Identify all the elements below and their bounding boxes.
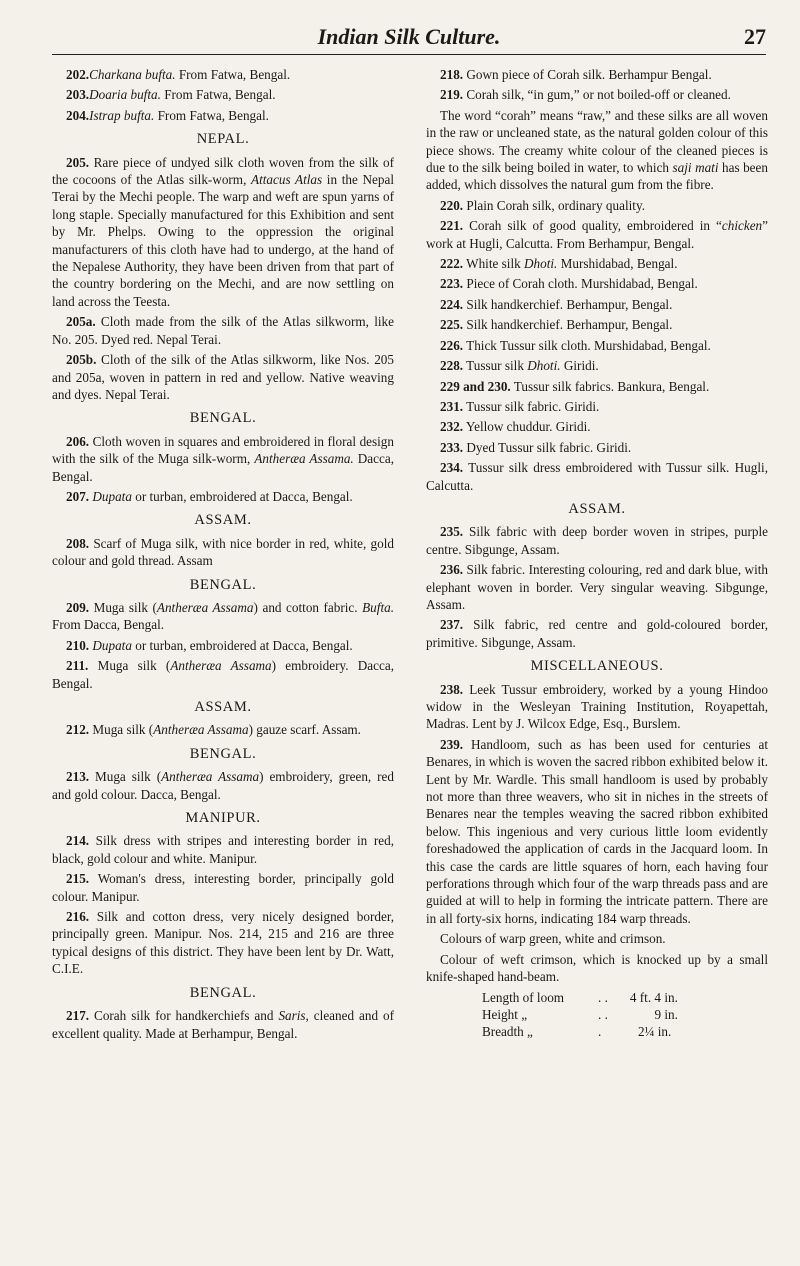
entry-number: 214. xyxy=(66,833,90,849)
entry-number: 229 and 230. xyxy=(440,378,511,394)
italic-text: Charkana bufta. xyxy=(89,67,176,82)
section-heading: NEPAL. xyxy=(196,131,250,148)
entry-text: Silk and cotton dress, very nicely designed border, principally green. Manipur. Nos. 214, 215 and 216 are three typical designs of this district. They have been lent by Dr. Watt, C.I.E. xyxy=(52,909,394,977)
catalogue-entry xyxy=(52,832,394,867)
catalogue-entry xyxy=(426,523,768,558)
entry-number: 215. xyxy=(66,871,90,887)
dimension-label: Length of loom xyxy=(482,989,565,1005)
entry-text: From Fatwa, Bengal. xyxy=(154,107,269,123)
catalogue-entry xyxy=(52,488,394,505)
entry-number: 228. xyxy=(440,358,464,374)
entry-text: Muga silk ( xyxy=(89,722,154,738)
entry-text: ) gauze scarf. Assam. xyxy=(248,722,361,738)
italic-text: Dupata xyxy=(92,637,132,653)
catalogue-entry xyxy=(52,768,394,803)
entry-number: 202. xyxy=(66,67,90,82)
catalogue-entry xyxy=(426,86,768,103)
catalogue-entry xyxy=(52,870,394,905)
entry-text: ) embroidery, green, red and gold colour. Dacca, Bengal. xyxy=(52,769,394,802)
catalogue-entry xyxy=(426,316,768,333)
section-heading: MANIPUR. xyxy=(185,810,261,827)
entry-text: Murshidabad, Bengal. xyxy=(557,256,678,272)
dimension-row xyxy=(482,1023,768,1040)
entry-number: 218. xyxy=(440,67,464,82)
italic-text: Antheræa Assama xyxy=(161,769,260,785)
entry-number: 231. xyxy=(440,398,464,414)
entry-number: 203. xyxy=(66,87,90,103)
catalogue-entry xyxy=(426,296,768,313)
entry-number: 225. xyxy=(440,317,464,333)
catalogue-entry xyxy=(52,599,394,634)
italic-text: Antheræa Assama xyxy=(156,599,254,615)
catalogue-entry xyxy=(426,398,768,415)
catalogue-entry xyxy=(426,681,768,733)
entry-text: Silk dress with stripes and interesting border in red, black, gold colour and white. Manipur. xyxy=(52,833,394,866)
entry-text: Silk fabric with deep border woven in stripes, purple centre. Sibgunge, Assam. xyxy=(426,524,768,557)
entry-text: Cloth woven in squares and embroidered in floral design with the silk of the Muga silk-worm, xyxy=(52,433,394,467)
entry-number: 239. xyxy=(440,736,464,752)
dimension-leader: . xyxy=(598,1024,602,1040)
entry-text: Thick Tussur silk cloth. Murshidabad, Bengal. xyxy=(463,337,711,353)
entry-text: The word “corah” means “raw,” and these silks are all woven in the raw or uncleaned state, as the natural golden colour of this piece shows. The creamy white colour of the cleaned pieces is due to the silk being boiled in water, to which xyxy=(426,107,768,176)
italic-text: Dupata xyxy=(92,488,132,504)
entry-number: 204. xyxy=(66,107,90,123)
catalogue-entry xyxy=(426,275,768,292)
catalogue-entry xyxy=(52,86,394,103)
entry-text: Tussur silk xyxy=(463,358,528,374)
catalogue-entry xyxy=(52,154,394,311)
section-heading: MISCELLANEOUS. xyxy=(530,658,664,675)
entry-number: 219. xyxy=(440,87,464,103)
catalogue-entry xyxy=(52,351,394,403)
entry-text: ) and cotton fabric. xyxy=(253,599,363,615)
entry-text: Silk fabric, red centre and gold-coloured border, primitive. Sibgunge, Assam. xyxy=(426,617,768,650)
page-number: 27 xyxy=(744,24,766,49)
dimension-row xyxy=(482,1006,768,1023)
section-heading: ASSAM. xyxy=(194,699,252,715)
entry-number: 222. xyxy=(440,256,464,272)
right-column xyxy=(426,66,768,1256)
entry-number: 205. xyxy=(66,154,90,170)
entry-number: 209. xyxy=(66,599,90,615)
entry-number: 205a. xyxy=(66,314,96,330)
entry-number: 232. xyxy=(440,419,464,435)
entry-text: ” work at Hugli, Calcutta. From Berhampur, Bengal. xyxy=(426,218,768,251)
italic-text: Antheræa Assama xyxy=(170,658,272,674)
entry-text: Tussur silk fabrics. Bankura, Bengal. xyxy=(510,378,710,394)
entry-text: or turban, embroidered at Dacca, Bengal. xyxy=(131,637,353,653)
catalogue-entry xyxy=(426,197,768,214)
entry-number: 213. xyxy=(66,769,90,785)
catalogue-entry xyxy=(426,616,768,651)
paragraph xyxy=(426,951,768,986)
dimension-row xyxy=(482,989,768,1006)
entry-text: or turban, embroidered at Dacca, Bengal. xyxy=(131,488,353,504)
entry-number: 210. xyxy=(66,637,90,653)
entry-text: ) embroidery. Dacca, Bengal. xyxy=(52,658,395,691)
italic-text: Doaria bufta. xyxy=(89,87,161,103)
entry-text: Dyed Tussur silk fabric. Giridi. xyxy=(463,439,632,455)
catalogue-entry xyxy=(426,439,768,456)
italic-text: Attacus Atlas xyxy=(251,172,323,188)
entry-text: Leek Tussur embroidery, worked by a young Hindoo widow in the Wesleyan Training Institution, Royapettah, Madras. Lent by J. Wilcox Edge, Esq., Burslem. xyxy=(426,681,768,732)
entry-number: 211. xyxy=(66,658,89,674)
italic-text: Antheræa Assama. xyxy=(254,451,354,467)
entry-number: 207. xyxy=(66,488,90,504)
entry-text: Gown piece of Corah silk. Berhampur Bengal. xyxy=(463,67,712,82)
paragraph xyxy=(426,930,768,947)
dimension-leader: . . xyxy=(598,1006,608,1022)
dimension-leader: . . xyxy=(598,989,608,1005)
italic-text: Dhoti. xyxy=(524,256,558,272)
catalogue-entry xyxy=(52,657,394,692)
entry-text: Corah silk for handkerchiefs and xyxy=(89,1008,279,1024)
dimension-value: 4 ft. 4 in. xyxy=(629,989,678,1005)
entry-text: Dacca, Bengal. xyxy=(52,451,395,484)
catalogue-entry xyxy=(52,637,394,654)
entry-text: Scarf of Muga silk, with nice border in red, white, gold colour and gold thread. Assam xyxy=(52,535,394,569)
entry-text: From Fatwa, Bengal. xyxy=(175,67,291,82)
entry-text: Tussur silk fabric. Giridi. xyxy=(463,398,600,414)
entry-number: 216. xyxy=(66,909,90,925)
entry-text: Silk handkerchief. Berhampur, Bengal. xyxy=(463,317,673,333)
entry-text: Handloom, such as has been used for centuries at Benares, in which is woven the sacred ribbon exhibited below it. Lent by Mr. Wardle. This small handloom is used by probably not more than three weavers, who sit in niches in the streets of Benares near the temples weaving the sacred ribbon exhibited below. This ingenious and very curious little loom evidently foreshadowed the application of cards in the Jacquard loom. In this case the cards are little squares of horn, each having four perforations through which four of the warp threads pass and are guided at will to help in forming the intricate pattern. There are in all forty-six horns, indicating 184 warp threads. xyxy=(426,736,768,926)
entry-number: 217. xyxy=(66,1008,90,1024)
catalogue-entry xyxy=(426,459,768,494)
entry-text: Colours of warp green, white and crimson. xyxy=(440,931,666,947)
entry-text: Cloth made from the silk of the Atlas silkworm, like No. 205. Dyed red. Nepal Terai. xyxy=(52,314,394,347)
entry-text: Corah silk of good quality, embroidered in “ xyxy=(463,218,722,234)
entry-text: Colour of weft crimson, which is knocked up by a small knife-shaped hand-beam. xyxy=(426,951,768,985)
left-column xyxy=(52,66,394,1256)
entry-number: 235. xyxy=(440,524,464,540)
italic-text: Antheræa Assama xyxy=(153,722,249,738)
entry-text: Silk handkerchief. Berhampur, Bengal. xyxy=(463,296,673,312)
catalogue-entry xyxy=(52,313,394,348)
dimension-value: 9 in. xyxy=(654,1006,678,1022)
italic-text: Istrap bufta. xyxy=(89,107,155,123)
entry-text: cleaned and of excellent quality. Made at Berhampur, Bengal. xyxy=(52,1008,394,1041)
entry-number: 208. xyxy=(66,535,90,551)
catalogue-entry xyxy=(52,908,394,978)
entry-number: 238. xyxy=(440,681,464,697)
catalogue-entry xyxy=(52,66,394,83)
right-column-entries xyxy=(426,66,768,986)
catalogue-entry xyxy=(426,66,768,83)
catalogue-entry xyxy=(426,418,768,435)
entry-text: Plain Corah silk, ordinary quality. xyxy=(463,197,645,213)
loom-dimensions xyxy=(482,989,768,1041)
running-title: Indian Silk Culture. xyxy=(317,24,501,49)
entry-text: White silk xyxy=(463,256,525,272)
entry-number: 206. xyxy=(66,433,90,449)
entry-number: 220. xyxy=(440,197,464,213)
catalogue-entry xyxy=(426,255,768,272)
entry-text: Corah silk, “in gum,” or not boiled-off or cleaned. xyxy=(463,87,731,103)
entry-number: 224. xyxy=(440,296,464,312)
entry-text: Muga silk ( xyxy=(89,769,162,785)
catalogue-entry xyxy=(426,736,768,927)
entry-text: Yellow chuddur. Giridi. xyxy=(463,419,591,435)
dimension-label: Breadth „ xyxy=(482,1024,533,1040)
catalogue-entry xyxy=(426,337,768,354)
entry-text: Rare piece of undyed silk cloth woven from the silk of the cocoons of the Atlas silk-worm, xyxy=(52,154,394,188)
catalogue-entry xyxy=(52,721,394,738)
entry-text: Silk fabric. Interesting colouring, red and dark blue, with elephant woven in border. Very singular weaving. Sibgunge, Assam. xyxy=(426,562,768,612)
entry-text: has been added, which dissolves the natural gum from the fibre. xyxy=(426,160,768,193)
section-heading: BENGAL. xyxy=(189,745,257,762)
italic-text: Bufta. xyxy=(362,599,394,615)
entry-text: Muga silk ( xyxy=(88,658,171,674)
entry-number: 223. xyxy=(440,276,464,292)
entry-text: Muga silk ( xyxy=(89,599,157,615)
dimension-value: 2¼ in. xyxy=(637,1024,672,1040)
catalogue-entry xyxy=(52,535,394,570)
entry-text: Woman's dress, interesting border, principally gold colour. Manipur. xyxy=(52,871,394,904)
entry-text: Cloth of the silk of the Atlas silkworm, like Nos. 205 and 205a, woven in pattern in red and yellow. Native weaving and dyes. Nepal Terai. xyxy=(52,352,394,402)
section-heading: BENGAL. xyxy=(189,984,257,1001)
text-columns xyxy=(52,66,768,1256)
entry-number: 234. xyxy=(440,460,464,476)
catalogue-entry xyxy=(52,107,394,124)
italic-text: Saris, xyxy=(278,1008,309,1024)
entry-text: From Dacca, Bengal. xyxy=(52,617,165,633)
italic-text: Dhoti. xyxy=(527,358,561,374)
italic-text: chicken xyxy=(721,218,763,234)
entry-number: 236. xyxy=(440,562,464,578)
entry-number: 237. xyxy=(440,617,464,633)
entry-text: Giridi. xyxy=(560,358,599,374)
paragraph xyxy=(426,107,768,194)
entry-text: in the Nepal Terai by the Mechi people. The warp and weft are spun yarns of long staple. Specially manufactured for this Exhibition and sent by Mr. Phelps. Owing to the oppression the original manufacturers of this cloth have had to undergo, at the hand of the Nepalese Authority, they have been driven from that part of the country bordering on the Mechi, and are now settling on land across the Teesta. xyxy=(52,172,394,309)
catalogue-entry xyxy=(52,1007,394,1042)
section-heading: BENGAL. xyxy=(189,576,257,593)
catalogue-entry xyxy=(426,378,768,395)
entry-number: 205b. xyxy=(66,352,97,368)
entry-text: From Fatwa, Bengal. xyxy=(160,87,276,103)
entry-number: 233. xyxy=(440,439,464,455)
entry-text: Tussur silk dress embroidered with Tussur silk. Hugli, Calcutta. xyxy=(426,460,768,493)
entry-number: 212. xyxy=(66,722,90,738)
catalogue-entry xyxy=(426,561,768,613)
page-header xyxy=(52,20,766,55)
catalogue-entry xyxy=(52,433,394,485)
entry-number: 226. xyxy=(440,337,464,353)
section-heading: BENGAL. xyxy=(189,410,257,427)
section-heading: ASSAM. xyxy=(568,500,626,517)
dimension-label: Height „ xyxy=(482,1006,528,1022)
entry-text: Piece of Corah cloth. Murshidabad, Bengal. xyxy=(463,276,698,292)
catalogue-entry xyxy=(426,357,768,374)
italic-text: saji mati xyxy=(672,160,719,176)
section-heading: ASSAM. xyxy=(194,512,252,529)
entry-number: 221. xyxy=(440,218,464,234)
catalogue-entry xyxy=(426,217,768,252)
